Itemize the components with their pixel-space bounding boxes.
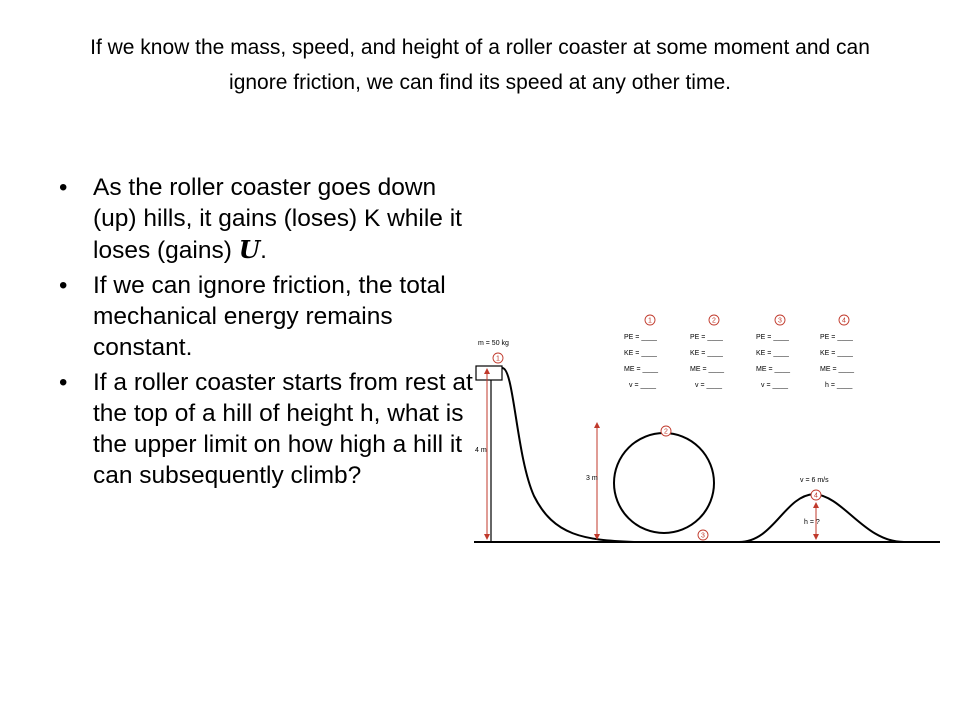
height-label-3m: 3 m xyxy=(586,475,598,482)
energy-row: h = ____ xyxy=(825,382,853,389)
bullet-dot: • xyxy=(59,174,68,201)
marker-number: 1 xyxy=(496,355,500,363)
energy-row: PE = ____ xyxy=(756,334,789,341)
column-number: 3 xyxy=(778,317,782,325)
marker-2 xyxy=(661,426,671,436)
column-number: 4 xyxy=(842,317,846,325)
bullet-text: If a roller coaster starts from rest at the top of a hill of height h, what is the upper limit on how high a hill it can subsequently climb? xyxy=(93,369,473,489)
arrow-head-down xyxy=(813,534,819,540)
energy-row: KE = ____ xyxy=(690,350,723,357)
marker-3 xyxy=(698,530,708,540)
roller-coaster-svg xyxy=(474,306,940,554)
bullet-text-end: . xyxy=(260,237,267,264)
energy-row: ME = ____ xyxy=(624,366,659,373)
bullet-text: As the roller coaster goes down (up) hills, it gains (loses) K while it loses (gains) xyxy=(93,174,462,264)
energy-row: v = ____ xyxy=(629,382,657,389)
energy-row: KE = ____ xyxy=(820,350,853,357)
energy-row: v = ____ xyxy=(695,382,723,389)
height-label-4m: 4 m xyxy=(475,447,487,454)
marker-number: 4 xyxy=(814,492,818,500)
energy-row: ME = ____ xyxy=(820,366,855,373)
energy-row: ME = ____ xyxy=(756,366,791,373)
slide-title: If we know the mass, speed, and height of a roller coaster at some moment and can ignore friction, we can find its speed at any other time. xyxy=(90,36,870,94)
energy-row: v = ____ xyxy=(761,382,789,389)
energy-column-1 xyxy=(624,315,658,389)
bullet-item xyxy=(55,270,475,363)
height-unknown-label: h = ? xyxy=(804,519,820,526)
bullet-text: If we can ignore friction, the total mechanical energy remains constant. xyxy=(93,272,446,361)
bullet-item xyxy=(55,367,475,491)
marker-1 xyxy=(493,353,503,363)
energy-row: PE = ____ xyxy=(820,334,853,341)
mass-label: m = 50 kg xyxy=(478,340,509,347)
bullet-dot: • xyxy=(59,369,68,396)
energy-row: PE = ____ xyxy=(690,334,723,341)
marker-number: 2 xyxy=(664,428,668,436)
energy-column-4 xyxy=(820,315,854,389)
bullet-list xyxy=(55,172,475,495)
marker-4 xyxy=(811,490,821,500)
potential-energy-symbol: U xyxy=(238,235,261,264)
energy-row: KE = ____ xyxy=(624,350,657,357)
speed-label: v = 6 m/s xyxy=(800,477,829,484)
track-drop xyxy=(502,368,674,542)
arrow-head-down xyxy=(484,534,490,540)
bullet-dot: • xyxy=(59,272,68,299)
bullet-item xyxy=(55,172,475,266)
energy-column-2 xyxy=(690,315,724,389)
marker-number: 3 xyxy=(701,532,705,540)
column-number: 2 xyxy=(712,317,716,325)
energy-row: KE = ____ xyxy=(756,350,789,357)
energy-column-3 xyxy=(756,315,790,389)
energy-row: PE = ____ xyxy=(624,334,657,341)
energy-row: ME = ____ xyxy=(690,366,725,373)
roller-coaster-diagram xyxy=(474,306,940,554)
arrow-head-up xyxy=(594,422,600,428)
track-loop xyxy=(614,433,714,533)
arrow-head-up xyxy=(484,368,490,374)
column-number: 1 xyxy=(648,317,652,325)
arrow-head-up xyxy=(813,502,819,508)
